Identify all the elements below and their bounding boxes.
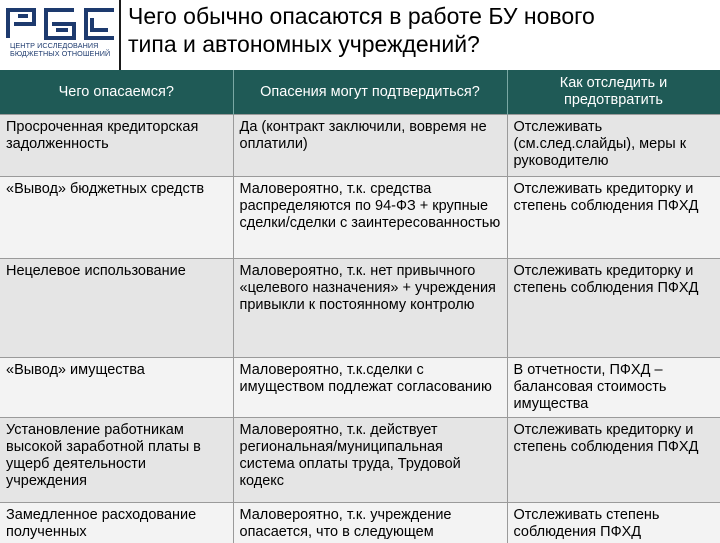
table-cell: Отслеживать кредиторку и степень соблюдения ПФХД [507, 177, 720, 259]
table-cell: Отслеживать кредиторку и степень соблюдения ПФХД [507, 418, 720, 503]
table-cell: Отслеживать степень соблюдения ПФХД [507, 503, 720, 543]
table-cell: Установление работникам высокой заработной платы в ущерб деятельности учреждения [0, 418, 233, 503]
slide-title-line1: Чего обычно опасаются в работе БУ нового [128, 2, 718, 30]
table-cell: Маловероятно, т.к. средства распределяются по 94-ФЗ + крупные сделки/сделки с заинтересованностью [233, 177, 507, 259]
table-header-row [0, 70, 720, 115]
slide-title-line2: типа и автономных учреждений? [128, 30, 718, 58]
logo-caption-line2: БЮДЖЕТНЫХ ОТНОШЕНИЙ [10, 50, 122, 58]
table-cell: Маловероятно, т.к. действует региональная/муниципальная система оплаты труда, Трудовой кодекс [233, 418, 507, 503]
table-cell: Маловероятно, т.к. нет привычного «целевого назначения» + учреждения привыкли к постоянному контролю [233, 259, 507, 358]
table-cell: Маловероятно, т.к. учреждение опасается, что в следующем [233, 503, 507, 543]
table-row [0, 418, 720, 503]
table-cell: Замедленное расходование полученных [0, 503, 233, 543]
logo-caption [10, 42, 122, 58]
header-divider [119, 0, 121, 70]
table-cell: Да (контракт заключили, вовремя не оплатили) [233, 115, 507, 177]
table-cell: «Вывод» бюджетных средств [0, 177, 233, 259]
risks-table [0, 70, 720, 543]
column-header-confirmation: Опасения могут подтвердиться? [233, 70, 507, 115]
table-cell: Нецелевое использование [0, 259, 233, 358]
table-cell: «Вывод» имущества [0, 358, 233, 418]
table-cell: Маловероятно, т.к.сделки с имуществом подлежат согласованию [233, 358, 507, 418]
table-cell: Просроченная кредиторская задолженность [0, 115, 233, 177]
table-cell: Отслеживать (см.след.слайды), меры к руководителю [507, 115, 720, 177]
table-cell: В отчетности, ПФХД – балансовая стоимость имущества [507, 358, 720, 418]
column-header-fear: Чего опасаемся? [0, 70, 233, 115]
table-row [0, 177, 720, 259]
logo-caption-line1: ЦЕНТР ИССЛЕДОВАНИЯ [10, 42, 122, 50]
table-row [0, 358, 720, 418]
table-row [0, 259, 720, 358]
table-row [0, 115, 720, 177]
column-header-tracking: Как отследить и предотвратить [507, 70, 720, 115]
table-row [0, 503, 720, 543]
logo-mark-icon [4, 6, 118, 40]
logo [4, 6, 118, 62]
slide-title [128, 2, 718, 58]
table-cell: Отслеживать кредиторку и степень соблюдения ПФХД [507, 259, 720, 358]
